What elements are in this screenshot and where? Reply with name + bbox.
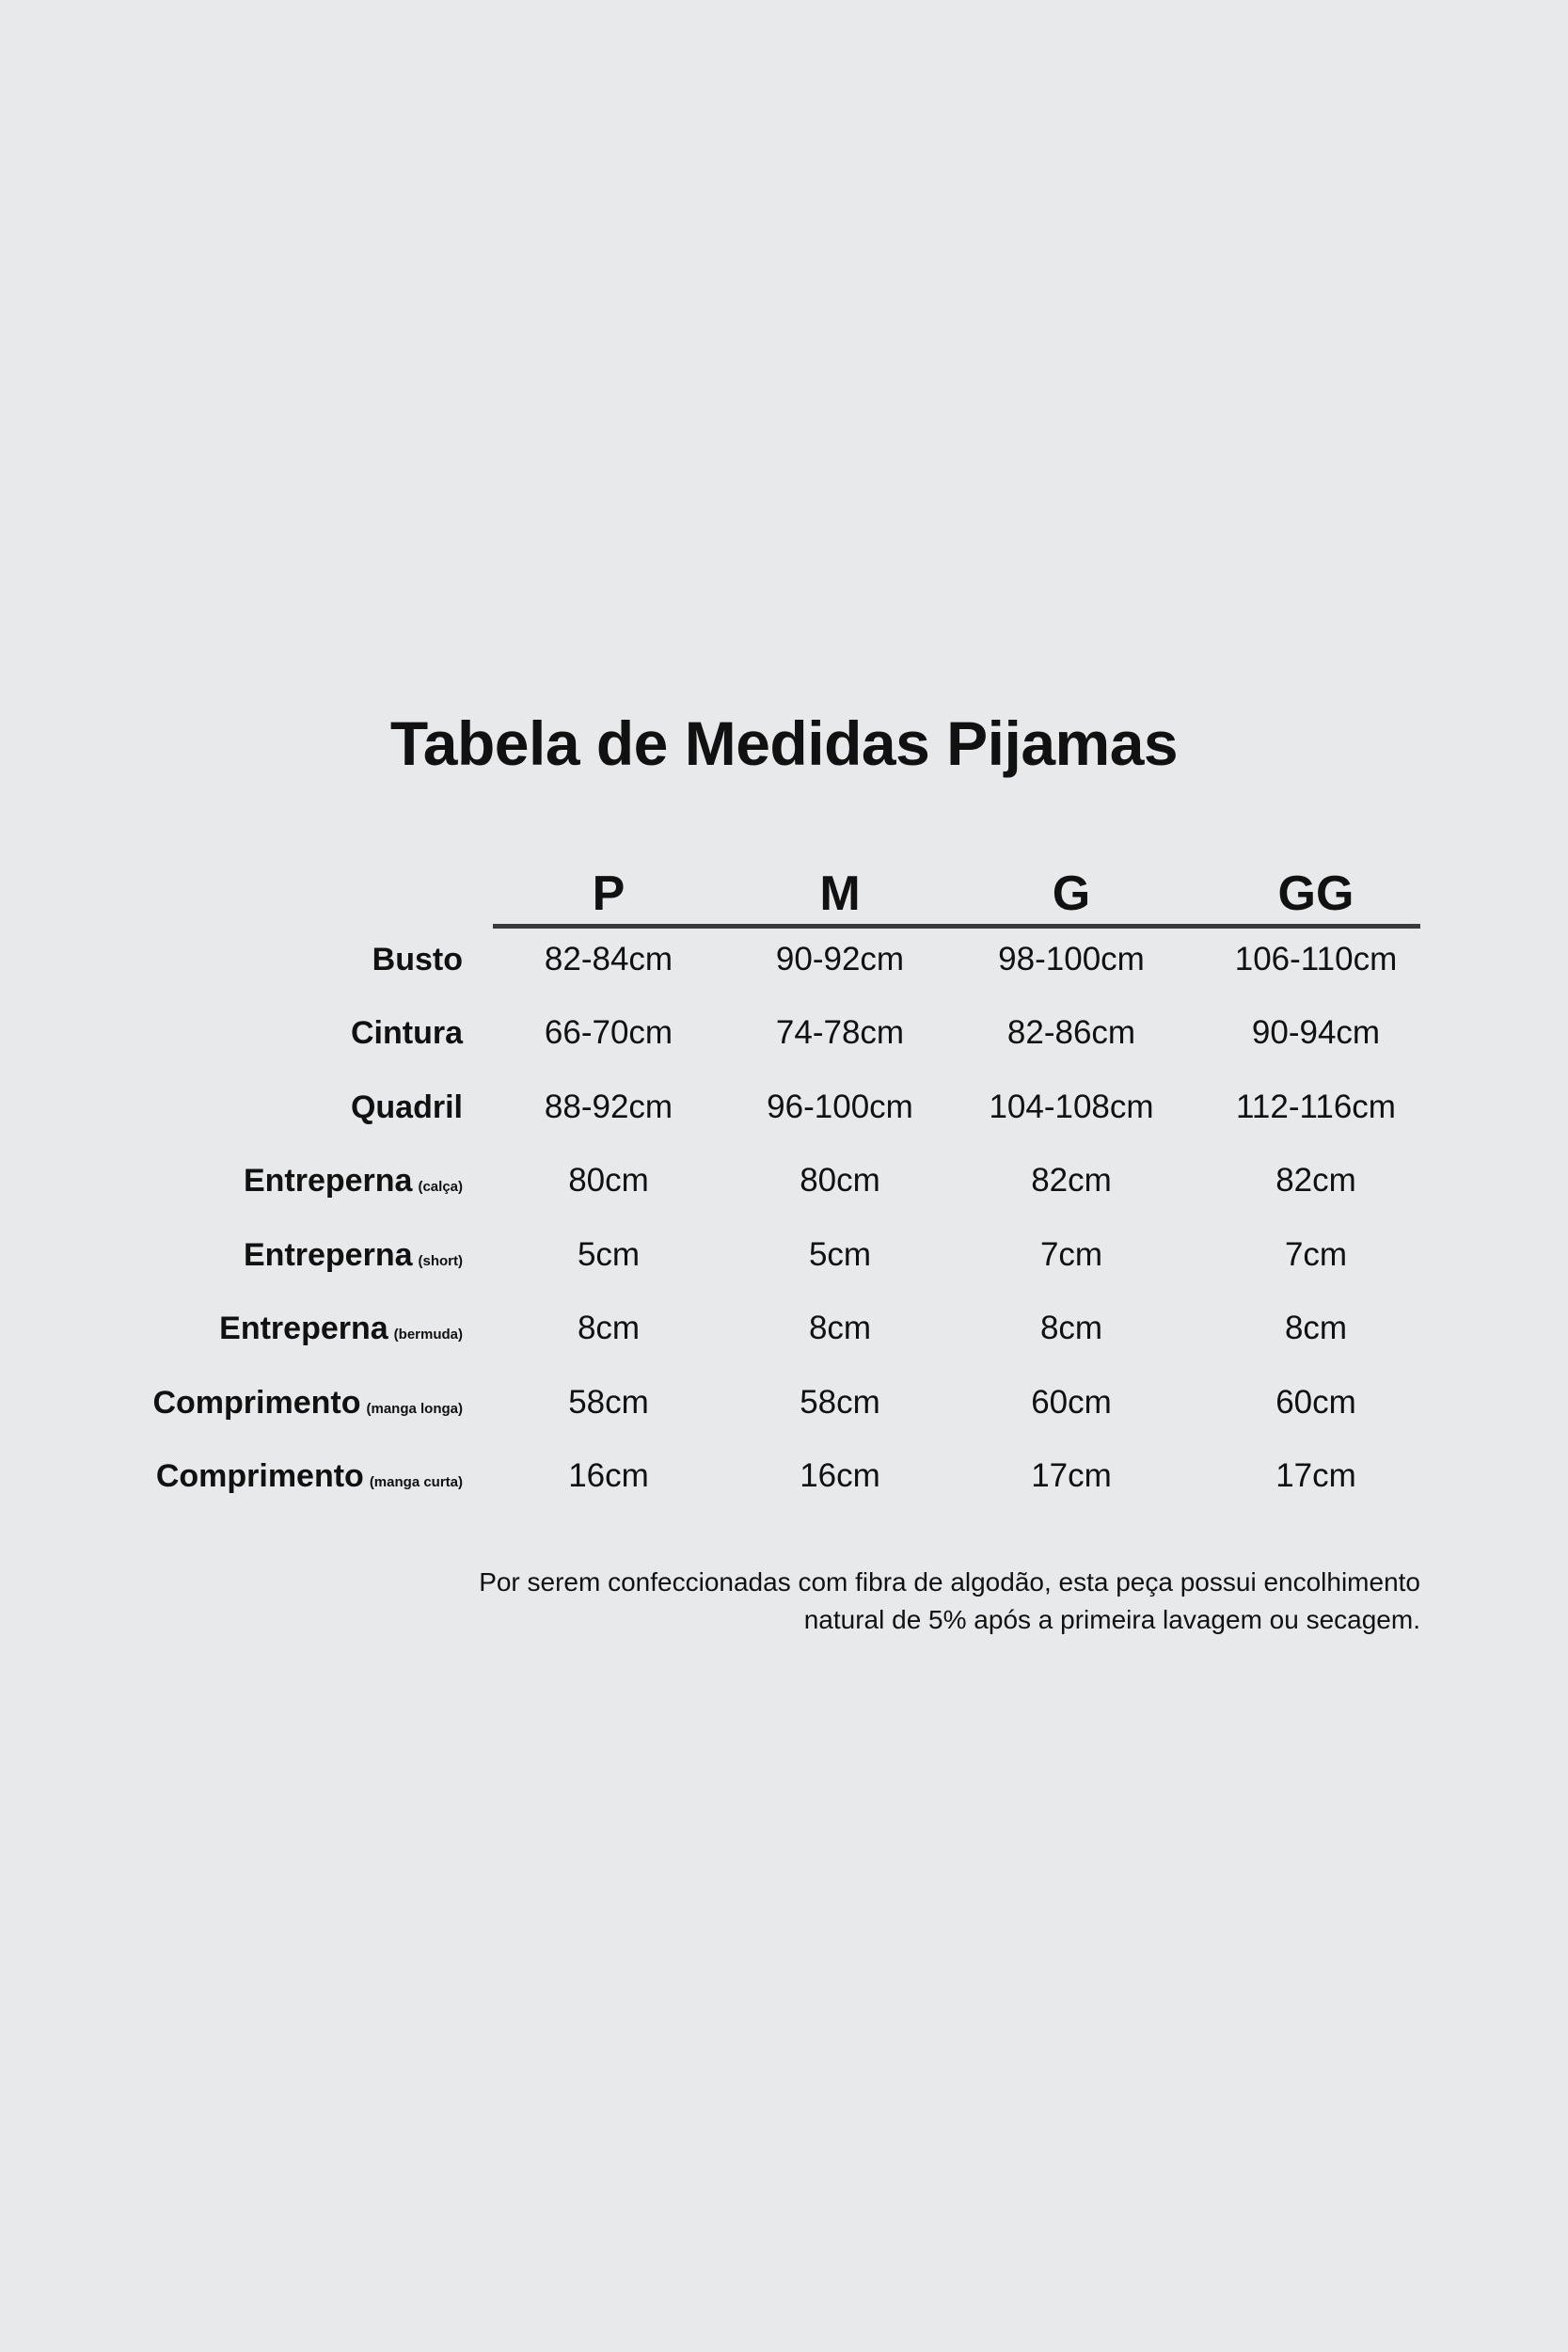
row-label-entreperna-short: [11, 1232, 463, 1285]
table-cell: 82cm: [1275, 1162, 1356, 1199]
table-cell: 17cm: [1275, 1457, 1356, 1494]
table-cell: 82-86cm: [1006, 1014, 1136, 1051]
row-label-cintura: [11, 1009, 463, 1057]
table-cell: 98-100cm: [998, 941, 1145, 977]
table-cell: 88-92cm: [544, 1089, 673, 1125]
row-label-text: Comprimento: [155, 1458, 364, 1494]
table-cell: 60cm: [1275, 1384, 1356, 1421]
row-label-text: Busto: [372, 942, 463, 977]
table-cell: 106-110cm: [1234, 941, 1398, 977]
table-cell: 80cm: [800, 1162, 880, 1199]
table-cell: 82-84cm: [544, 941, 673, 977]
shrinkage-note: [386, 1564, 1420, 1639]
row-label-note: (manga curta): [369, 1474, 463, 1490]
row-label-text: Entreperna: [219, 1311, 388, 1346]
table-cell: 66-70cm: [544, 1014, 673, 1051]
row-label-text: Quadril: [350, 1089, 463, 1125]
row-label-text: Comprimento: [152, 1385, 361, 1421]
row-label-comprimento-manga-longa: [11, 1379, 463, 1433]
footnote-line-1: Por serem confeccionadas com fibra de algodão, esta peça possui encolhimento: [479, 1567, 1420, 1597]
header-divider: [493, 924, 1420, 929]
page-title: Tabela de Medidas Pijamas: [389, 708, 1179, 778]
size-header-p: P: [592, 866, 626, 921]
table-cell: 5cm: [808, 1236, 872, 1273]
row-label-note: (short): [418, 1253, 463, 1269]
size-header-gg: GG: [1277, 866, 1354, 921]
table-cell: 80cm: [568, 1162, 649, 1199]
table-cell: 74-78cm: [775, 1014, 905, 1051]
table-cell: 16cm: [568, 1457, 649, 1494]
table-cell: 82cm: [1031, 1162, 1112, 1199]
row-label-note: (manga longa): [366, 1401, 463, 1417]
table-cell: 58cm: [568, 1384, 649, 1421]
size-header-m: M: [819, 866, 861, 921]
row-label-quadril: [11, 1084, 463, 1131]
table-cell: 8cm: [1284, 1310, 1348, 1346]
row-label-note: (bermuda): [393, 1327, 463, 1343]
table-cell: 8cm: [1039, 1310, 1103, 1346]
table-cell: 8cm: [808, 1310, 872, 1346]
footnote-line-2: natural de 5% após a primeira lavagem ou secagem.: [803, 1605, 1420, 1634]
table-cell: 7cm: [1284, 1236, 1348, 1273]
table-cell: 104-108cm: [989, 1089, 1154, 1125]
row-label-note: (calça): [418, 1179, 463, 1195]
row-label-entreperna-bermuda: [11, 1305, 463, 1359]
table-cell: 60cm: [1031, 1384, 1112, 1421]
table-cell: 58cm: [800, 1384, 880, 1421]
table-cell: 96-100cm: [767, 1089, 913, 1125]
row-label-busto: [11, 936, 463, 983]
table-cell: 7cm: [1039, 1236, 1103, 1273]
row-label-text: Cintura: [351, 1015, 463, 1051]
row-label-entreperna-calca: [11, 1157, 463, 1211]
table-cell: 5cm: [577, 1236, 641, 1273]
table-cell: 90-92cm: [775, 941, 905, 977]
table-cell: 17cm: [1031, 1457, 1112, 1494]
row-label-text: Entreperna: [243, 1163, 413, 1199]
table-cell: 112-116cm: [1236, 1089, 1396, 1125]
size-header-g: G: [1052, 866, 1091, 921]
table-cell: 8cm: [577, 1310, 641, 1346]
table-cell: 16cm: [800, 1457, 880, 1494]
row-label-text: Entreperna: [244, 1237, 413, 1273]
row-label-comprimento-manga-curta: [11, 1453, 463, 1506]
table-cell: 90-94cm: [1251, 1014, 1381, 1051]
